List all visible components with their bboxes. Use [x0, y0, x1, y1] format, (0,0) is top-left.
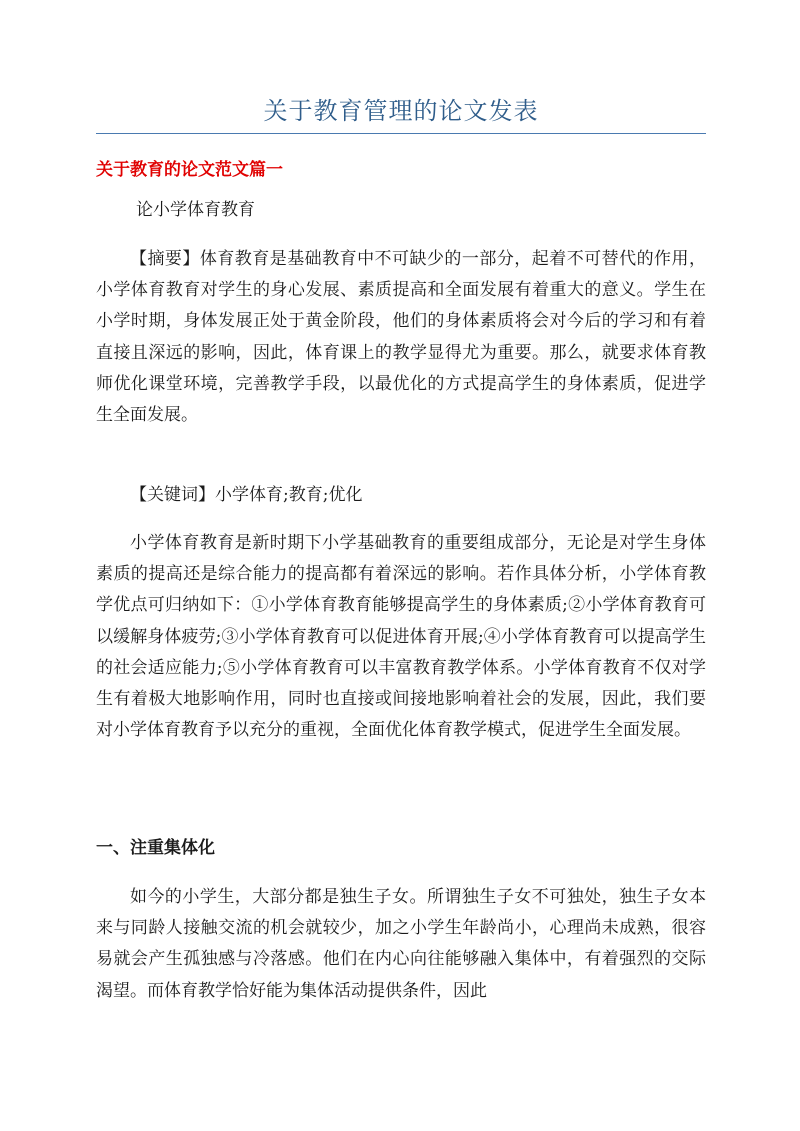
document-title: 关于教育管理的论文发表: [263, 97, 539, 125]
intro-paragraph: 小学体育教育是新时期下小学基础教育的重要组成部分，无论是对学生身体素质的提高还是综合能力的提高都有着深远的影响。若作具体分析，小学体育教学优点可归纳如下：①小学体育教育能够提高学生的身体素质;②小学体育教育可以缓解身体疲劳;③小学体育教育可以促进体育开展;④小学体育教育可以提高学生的社会适应能力;⑤小学体育教育可以丰富教育教学体系。小学体育教育不仅对学生有着极大地影响作用，同时也直接或间接地影响着社会的发展，因此，我们要对小学体育教育予以充分的重视，全面优化体育教学模式，促进学生全面发展。: [96, 533, 706, 741]
keywords-paragraph: 【关键词】小学体育;教育;优化: [130, 485, 363, 505]
title-divider: [96, 133, 706, 134]
body-paragraph: 如今的小学生，大部分都是独生子女。所谓独生子女不可独处，独生子女本来与同龄人接触交流的机会就较少，加之小学生年龄尚小，心理尚未成熟，很容易就会产生孤独感与冷落感。他们在内心向往能够融入集体中，有着强烈的交际渴望。而体育教学恰好能为集体活动提供条件，因此: [96, 887, 706, 1001]
section-heading: 关于教育的论文范文篇一: [96, 160, 283, 180]
abstract-paragraph: 【摘要】体育教育是基础教育中不可缺少的一部分，起着不可替代的作用，小学体育教育对学生的身心发展、素质提高和全面发展有着重大的意义。学生在小学时期，身体发展正处于黄金阶段，他们的身体素质将会对今后的学习和有着直接且深远的影响，因此，体育课上的教学显得尤为重要。那么，就要求体育教师优化课堂环境，完善教学手段，以最优化的方式提高学生的身体素质，促进学生全面发展。: [96, 249, 706, 426]
subsection-heading: 一、注重集体化: [96, 838, 215, 858]
article-subtitle: 论小学体育教育: [136, 200, 255, 220]
